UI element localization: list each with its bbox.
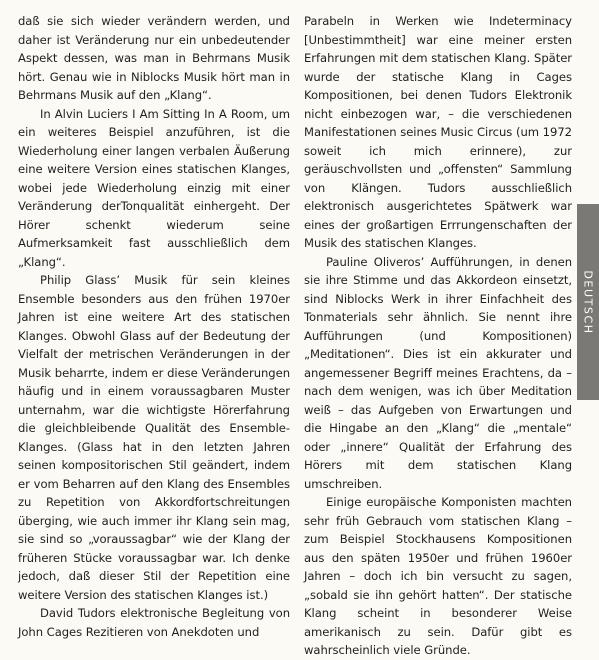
paragraph: David Tudors elektronische Begleitung von John Cages Rezitieren von Anekdoten und: [18, 606, 290, 639]
paragraph: Philip Glass’ Musik für sein kleines Ensemble besonders aus den frühen 1970er Jahren ist eine weitere Art des statischen Klanges. Obwohl Glass auf der Bedeutung der Vielfalt der metrischen Veränderungen in der Musik beharrte, indem er diese Veränderungen häufig und in einem voraussagbaren Muster unternahm, war die wichtigste Hörerfahrung die gleichbleibende Qualität des Ensemble-Klanges. (Glass hat in den letzten Jahren seinen kompositorischen Stil geändert, indem er vom Beharren auf den Klang des Ensembles zu Repetition von Akkordfortschreitungen überging, wie auch immer ihr Klang sein mag, sie sind so „voraussagbar“ wie der Klang der früheren Stücke voraussagbar war. Ich denke jedoch, daß dieser Stil der Repetition eine weitere Version des statischen Klanges ist.): [18, 273, 290, 602]
paragraph: Pauline Oliveros’ Aufführungen, in denen sie ihre Stimme und das Akkordeon einsetzt, sind Niblocks Werk in ihrer Einfachheit des Tonmaterials sehr ähnlich. Sie nennt ihre Aufführungen (und Kompositionen) „Meditationen“. Dies ist ein akkurater und angemessener Begriff meines Erachtens, da – nach dem wenigen, was ich über Meditation weiß – das Aufgeben von Erwartungen und die Hingabe an den „Klang“ die „mentale“ oder „innere“ Qualität der Erfahrung des Hörers mit dem statischen Klang umschreiben.: [304, 254, 572, 491]
language-side-tab: [577, 204, 599, 400]
paragraph: Parabeln in Werken wie Indeterminacy [Unbestimmtheit] war eine meiner ersten Erfahrungen mit dem statischen Klang. Später wurde der statische Klang in Cages Kompositionen, bei denen Tudors Elektronik nicht einbezogen war, – die verschiedenen Manifestationen seines Music Circus (um 1972 soweit ich mich erinnere), zur geräuschvollsten und „offensten“ Sammlung von Klängen. Tudors ausschließlich elektronisch ausgerichtetes Spätwerk war eines der großartigen Errrungenschaften der Musik des statischen Klanges.: [304, 14, 572, 250]
paragraph: In Alvin Luciers I Am Sitting In A Room, um ein weiteres Beispiel anzuführen, ist die Wiederholung einer langen verbalen Äußerung eine weitere Version eines statischen Klanges, wobei jede Wiederholung einzig mit einer Veränderung derTonqualität einhergeht. Der Hörer schenkt wiederum seine Aufmerksamkeit fast ausschließlich dem „Klang“.: [18, 106, 290, 269]
left-text-column: [18, 12, 290, 641]
right-text-column: [304, 12, 572, 660]
paragraph: Einige europäische Komponisten machten sehr früh Gebrauch vom statischen Klang – zum Beispiel Stockhausens Kompositionen aus den späten 1950er und frühen 1960er Jahren – doch ich bin versucht zu sagen, „sobald sie ihn gehört hatten“. Der statische Klang scheint in besonderer Weise amerikanisch zu sein. Dafür gibt es wahrscheinlich viele Gründe.: [304, 495, 572, 657]
language-tab-label: DEUTSCH: [581, 269, 595, 335]
paragraph: daß sie sich wieder verändern werden, und daher ist Veränderung nur ein unbedeutender Aspekt dessen, was man in Behrmans Musik hört. Genau wie in Niblocks Musik hört man in Behrmans Musik auf den „Klang“.: [18, 14, 290, 102]
